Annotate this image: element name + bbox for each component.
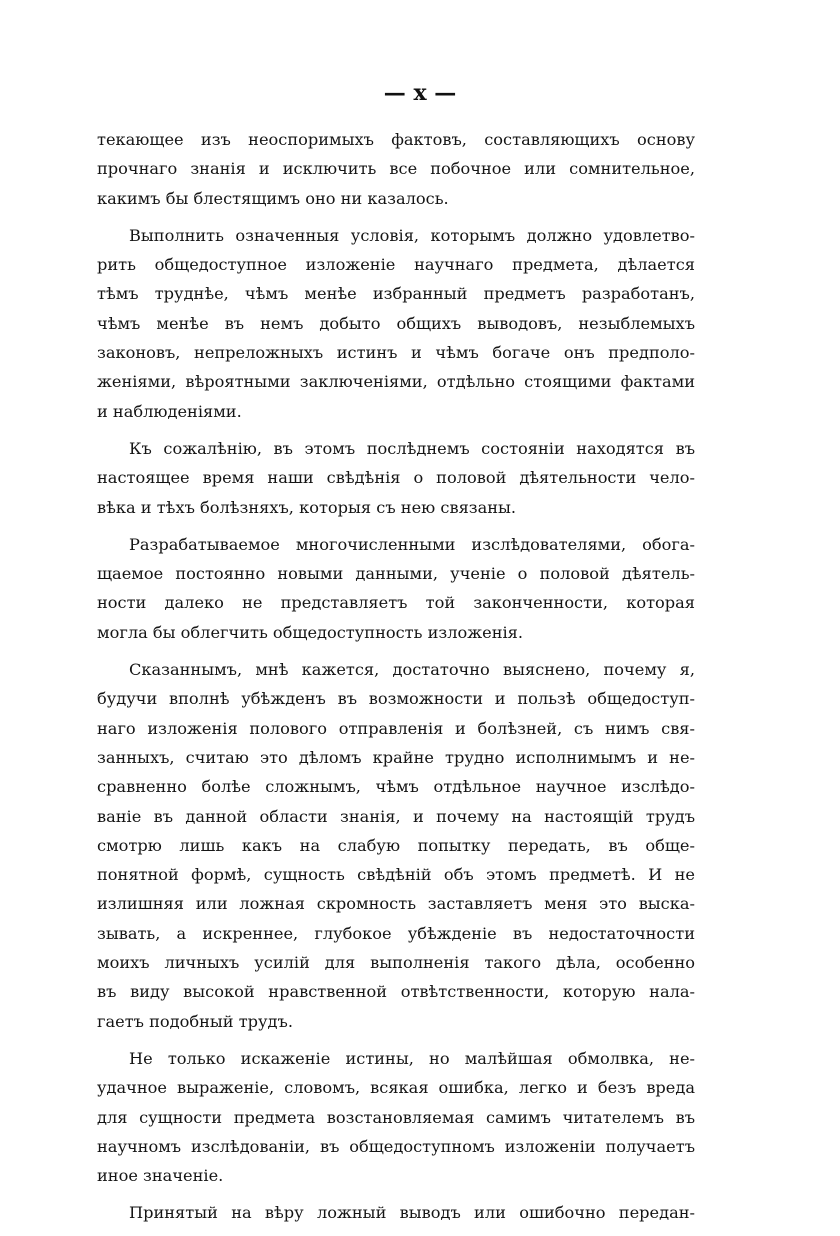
paragraph [97, 125, 695, 213]
text-line: зывать, а искреннее, глубокое убѣжденіе въ недостаточности [97, 923, 695, 943]
text-line: Выполнить означенныя условія, которымъ должно удовлетво- [129, 225, 695, 245]
paragraph [97, 221, 695, 426]
paragraph [97, 434, 695, 522]
text-line: могла бы облегчить общедоступность изложенія. [97, 622, 524, 642]
text-line: настоящее время наши свѣдѣнія о половой дѣятельности чело- [97, 468, 695, 488]
text-line: Принятый на вѣру ложный выводъ или ошибочно передан- [129, 1203, 695, 1223]
text-line: Не только искаженіе истины, но малѣйшая обмолвка, не- [129, 1048, 695, 1068]
text-line: чѣмъ менѣе въ немъ добыто общихъ выводовъ, незыблемыхъ [97, 313, 695, 333]
paragraph [97, 1044, 695, 1190]
text-line: понятной формѣ, сущность свѣдѣній объ этомъ предметѣ. И не [97, 865, 695, 885]
text-line: женіями, вѣроятными заключеніями, отдѣльно стоящими фактами [97, 372, 695, 392]
text-line: въ виду высокой нравственной отвѣтственности, которую нала- [97, 982, 695, 1002]
text-line: гаетъ подобный трудъ. [97, 1011, 293, 1031]
paragraph [97, 655, 695, 1036]
text-line: текающее изъ неоспоримыхъ фактовъ, составляющихъ основу [97, 130, 695, 149]
text-line: какимъ бы блестящимъ оно ни казалось. [97, 188, 449, 208]
paragraph [97, 1198, 695, 1227]
text-line: занныхъ, считаю это дѣломъ крайне трудно исполнимымъ и не- [97, 747, 695, 767]
text-line: ваніе въ данной области знанія, и почему на настоящій трудъ [97, 806, 695, 826]
text-line: будучи вполнѣ убѣжденъ въ возможности и пользѣ общедоступ- [97, 689, 695, 709]
text-line: вѣка и тѣхъ болѣзняхъ, которыя съ нею связаны. [97, 497, 517, 517]
text-line: и наблюденіями. [97, 401, 242, 421]
text-line: ности далеко не представляетъ той законченности, которая [97, 593, 695, 613]
body-text [97, 125, 695, 1236]
text-line: наго изложенія полового отправленія и болѣзней, съ нимъ свя- [97, 718, 695, 738]
text-line: моихъ личныхъ усилій для выполненія такого дѣла, особенно [97, 953, 695, 973]
text-line: смотрю лишь какъ на слабую попытку передать, въ обще- [97, 835, 695, 855]
page-number: — x — [383, 80, 457, 106]
text-line: удачное выраженіе, словомъ, всякая ошибка, легко и безъ вреда [97, 1078, 695, 1098]
text-line: для сущности предмета возстановляемая самимъ читателемъ въ [97, 1107, 695, 1127]
text-line: Разрабатываемое многочисленными изслѣдователями, обога- [129, 534, 695, 554]
text-line: иное значеніе. [97, 1166, 224, 1186]
text-line: прочнаго знанія и исключить все побочное или сомнительное, [97, 159, 695, 179]
text-line: законовъ, непреложныхъ истинъ и чѣмъ богаче онъ предполо- [97, 343, 695, 363]
text-line: излишняя или ложная скромность заставляетъ меня это выска- [97, 894, 695, 914]
text-line: научномъ изслѣдованіи, въ общедоступномъ изложеніи получаетъ [97, 1136, 695, 1156]
paragraph [97, 530, 695, 647]
text-line: рить общедоступное изложеніе научнаго предмета, дѣлается [97, 255, 695, 275]
text-line: Къ сожалѣнію, въ этомъ послѣднемъ состояніи находятся въ [129, 438, 695, 458]
text-line: сравненно болѣе сложнымъ, чѣмъ отдѣльное научное изслѣдо- [97, 777, 695, 797]
text-line: Сказаннымъ, мнѣ кажется, достаточно выяснено, почему я, [129, 660, 695, 680]
text-line: тѣмъ труднѣе, чѣмъ менѣе избранный предметъ разработанъ, [97, 284, 695, 304]
text-line: щаемое постоянно новыми данными, ученіе о половой дѣятель- [97, 564, 695, 584]
